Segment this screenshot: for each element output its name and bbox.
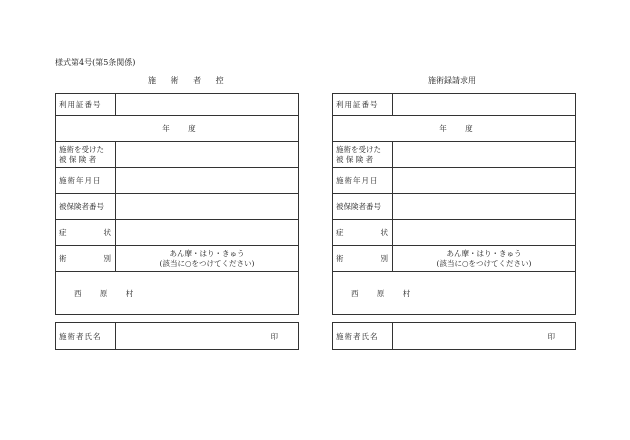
treatment-date-label: 施術年月日 xyxy=(56,168,116,194)
form-title: 施術録請求用 xyxy=(428,76,476,85)
practitioner-name-field[interactable] xyxy=(116,323,299,350)
certificate-number-field[interactable] xyxy=(116,94,299,116)
treatment-date-field[interactable] xyxy=(393,168,576,194)
insured-person-label xyxy=(56,142,116,168)
form-table xyxy=(332,93,576,315)
certificate-number-label: 利用証番号 xyxy=(333,94,393,116)
symptom-label xyxy=(56,220,116,246)
symptom-label xyxy=(333,220,393,246)
insured-label-line1: 施術を受けた xyxy=(336,144,381,154)
treatment-type-label xyxy=(333,246,393,272)
symptom-label-b: 状 xyxy=(380,228,388,237)
insured-person-label xyxy=(333,142,393,168)
treatment-type-options[interactable] xyxy=(116,246,299,272)
symptom-label-a: 症 xyxy=(336,228,344,237)
symptom-label-a: 症 xyxy=(59,228,67,237)
stamp-mark: 印 xyxy=(270,331,278,341)
treatment-type-label-b: 別 xyxy=(103,254,111,263)
form-table xyxy=(55,93,299,315)
village-name: 西 原 村 xyxy=(333,272,576,315)
treatment-options-text: あん摩・はり・きゅう xyxy=(446,248,522,258)
stamp-mark: 印 xyxy=(547,331,555,341)
insured-label-line1: 施術を受けた xyxy=(59,144,104,154)
symptom-label-b: 状 xyxy=(103,228,111,237)
village-name: 西 原 村 xyxy=(56,272,299,315)
treatment-date-label: 施術年月日 xyxy=(333,168,393,194)
certificate-number-field[interactable] xyxy=(393,94,576,116)
practitioner-name-label: 施術者氏名 xyxy=(333,323,393,350)
practitioner-copy-form xyxy=(55,68,299,350)
practitioner-name-field[interactable] xyxy=(393,323,576,350)
insured-person-field[interactable] xyxy=(116,142,299,168)
treatment-record-claim-form xyxy=(332,68,576,350)
treatment-options-note: (該当に○をつけてください) xyxy=(159,258,255,268)
treatment-options-note: (該当に○をつけてください) xyxy=(436,258,532,268)
certificate-number-label: 利用証番号 xyxy=(56,94,116,116)
year-label: 年 度 xyxy=(56,116,299,142)
treatment-type-label-b: 別 xyxy=(380,254,388,263)
treatment-type-options[interactable] xyxy=(393,246,576,272)
insured-number-field[interactable] xyxy=(116,194,299,220)
symptom-field[interactable] xyxy=(116,220,299,246)
insured-label-line2: 被 保 険 者 xyxy=(336,154,374,164)
treatment-type-label xyxy=(56,246,116,272)
insured-number-field[interactable] xyxy=(393,194,576,220)
treatment-date-field[interactable] xyxy=(116,168,299,194)
treatment-options-text: あん摩・はり・きゅう xyxy=(169,248,245,258)
signature-table xyxy=(55,322,299,350)
signature-table xyxy=(332,322,576,350)
insured-number-label: 被保険者番号 xyxy=(56,194,116,220)
insured-person-field[interactable] xyxy=(393,142,576,168)
form-title: 施 術 者 控 xyxy=(148,76,230,85)
year-label: 年 度 xyxy=(333,116,576,142)
form-number: 様式第4号(第5条関係) xyxy=(55,58,136,67)
symptom-field[interactable] xyxy=(393,220,576,246)
treatment-type-label-a: 術 xyxy=(336,254,344,263)
insured-label-line2: 被 保 険 者 xyxy=(59,154,97,164)
treatment-type-label-a: 術 xyxy=(59,254,67,263)
insured-number-label: 被保険者番号 xyxy=(333,194,393,220)
practitioner-name-label: 施術者氏名 xyxy=(56,323,116,350)
